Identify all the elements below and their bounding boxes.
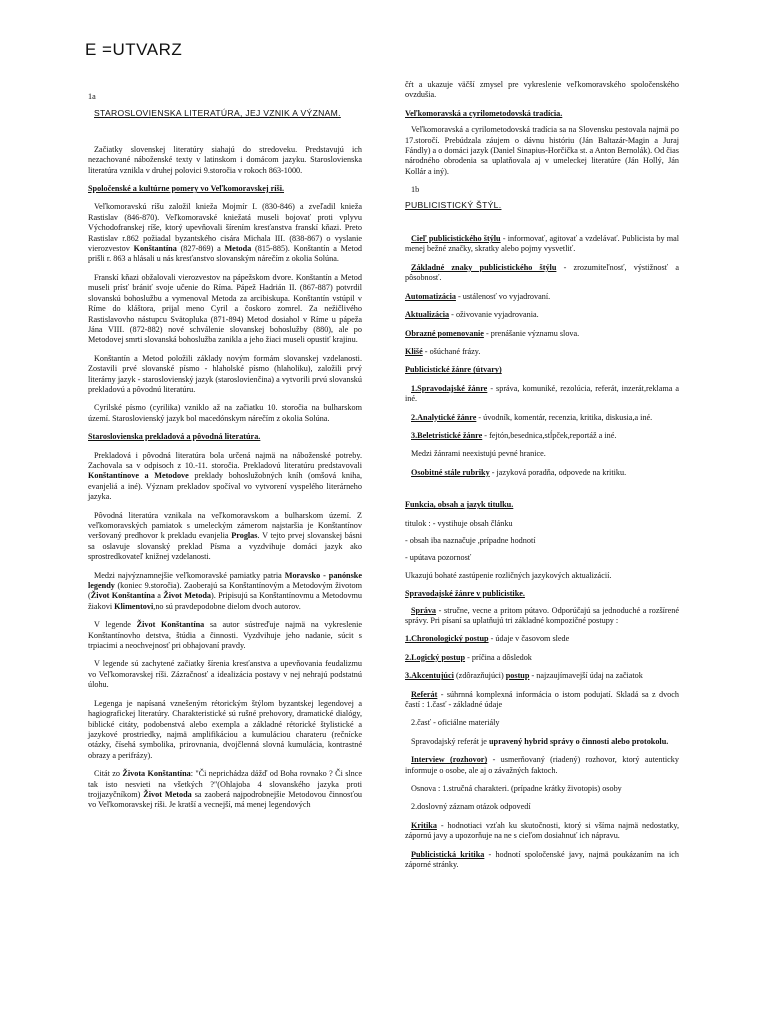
paragraph [405, 431, 679, 441]
page-title: E =UTVARZ [85, 40, 183, 59]
paragraph [88, 571, 362, 613]
term: 1.Spravodajské žánre [411, 383, 488, 393]
paragraph: Franskí kňazi obžalovali vierozvestov na pápežskom dvore. Konštantín a Metod museli prísť brániť svoje učenie do Ríma. Pápež Hadrián II. (867-887) potvrdil slovanskú bohoslužbu a vymenoval Metoda za arcibiskupa. Konštantín vstúpil v Ríme do kláštora, prijal meno Cyril a čoskoro zomrel. Za nežičlivého Rastislavovho nástupcu Svätopluka (871-894) Metod dosiahol v Ríme u pápeža Jána VIII. (872-882) nové schválenie slovanskej bohoslužby (880), ale po Metodovej smrti slovanská bohoslužba zanikla a jeho žiaci museli opustiť krajinu. [88, 272, 362, 345]
paragraph [88, 202, 362, 264]
text: (827-869) a [180, 244, 221, 254]
paragraph [88, 511, 362, 563]
text: - prenášanie významu slova. [485, 328, 580, 338]
term: Automatizácia [405, 291, 456, 301]
term: Aktualizácia [405, 310, 450, 320]
text: - stručne, vecne a pritom pútavo. Odporúčajú sa jednoduché a rozšírené správy. Pri písaní sa uplatňujú tri základné kompozičné postupy : [405, 605, 679, 625]
paragraph [405, 413, 679, 423]
text: - informovať, agitovať a vzdelávať. Publicista by mal menej bežné značky, skratky alebo pojmy vysvetliť. [405, 234, 679, 254]
text: - ošúchané frázy. [424, 346, 481, 356]
emphasis: upravený hybrid správy o činnosti alebo protokolu. [488, 736, 669, 746]
paragraph [405, 329, 679, 339]
term: Osobitné stále rubriky [411, 467, 490, 477]
paragraph [405, 263, 679, 284]
paragraph [405, 850, 679, 871]
emphasis: Metoda [224, 244, 252, 254]
paragraph [405, 234, 679, 255]
text: Citát zo [94, 769, 121, 779]
paragraph: čŕt a ukazuje väčší zmysel pre vykreslenie veľkomoravského spoločenského ovzdušia. [405, 80, 679, 100]
right-column [405, 80, 679, 871]
text: ). Pripisujú sa Konštantínovmu a Metodovmu žiakovi [88, 591, 363, 611]
paragraph [88, 451, 362, 503]
paragraph [405, 310, 679, 320]
text: - hodnotí spoločenské javy, najmä poukázaním na ich záporné stránky. [405, 849, 680, 870]
text: Pôvodná literatúra vznikala na veľkomoravskom a bulharskom území. Z veľkomoravských pamiatok s umeleckým zámerom najstaršia je Konštantínov veršovaný predhovor k prekladu evanjelia [88, 510, 362, 541]
term: 3.Beletristické žánre [411, 430, 483, 440]
text: V legende [94, 620, 131, 630]
text: - usmerňovaný (riadený) rozhovor, ktorý autenticky informuje o osobe, ale aj o závažných faktoch. [405, 755, 679, 775]
paragraph: Cyrilské písmo (cyrilika) vzniklo až na začiatku 10. storočia na bulharskom území. Staroslovienský jazyk bol macedónskym nárečím z okolia Solúna. [88, 403, 362, 423]
section-heading: STAROSLOVIENSKA LITERATÚRA, JEJ VZNIK A VÝZNAM. [94, 108, 341, 119]
paragraph [405, 653, 679, 663]
text: - súhrnná komplexná informácia o istom podujatí. Skladá sa z dvoch častí : 1.časť - základné údaje [405, 689, 679, 710]
term: 2.Logický postup [405, 652, 466, 662]
paragraph [88, 620, 362, 651]
subheading: Funkcia, obsah a jazyk titulku. [405, 500, 514, 510]
text: - príčina a dôsledok [467, 652, 532, 662]
text: - zrozumiteľnosť, výstižnosť a pôsobnosť. [405, 262, 680, 283]
list-item: - obsah iba naznačuje ,prípadne hodnotí [405, 535, 536, 545]
text: ,no sú pravdepodobne dielom dvoch autorov. [153, 601, 301, 611]
text: - údaje v časovom slede [490, 634, 570, 644]
term: 2.Analytické žánre [411, 412, 477, 422]
text: Medzi najvýznamnejšie veľkomoravské pamiatky patria [94, 570, 282, 580]
emphasis: Proglas [231, 531, 258, 541]
paragraph: Ukazujú bohaté zastúpenie rozličných jazykových aktualizácií. [405, 570, 612, 580]
emphasis: Života Konštantína [122, 769, 191, 779]
emphasis: Život Metoda [143, 789, 192, 799]
section-heading: PUBLICISTICKÝ ŠTÝL. [405, 199, 502, 210]
subheading: Spravodajské žánre v publicistike. [405, 589, 525, 599]
subheading: Publicistické žánre (útvary) [405, 365, 502, 375]
subheading: Veľkomoravská a cyrilometodovská tradícia. [405, 108, 563, 118]
text: - fejtón,besednica,stĺpček,reportáž a iné. [484, 430, 617, 440]
emphasis: Klimentovi [114, 601, 154, 611]
paragraph: Medzi žánrami neexistujú pevné hranice. [411, 449, 546, 459]
text: sa zaoberá najpodrobnejšie Metodovou činnosťou vo Veľkomoravskej ríši. Je kratší a vecnejší, má menej legendových [88, 789, 363, 810]
paragraph [405, 384, 679, 405]
emphasis: Život Konštantína [136, 620, 205, 630]
term: Správa [411, 605, 437, 615]
emphasis: Konštantínove a Metodove [88, 471, 189, 481]
emphasis: Konštantína [133, 244, 177, 254]
term: Interview (rozhovor) [411, 755, 488, 765]
text: Prekladová i pôvodná literatúra bola určená najmä na náboženské potreby. Zachovala sa v odpisoch z 10.-11. storočia. Prekladovú literatúru predstavovali [88, 450, 362, 470]
term: postup [505, 671, 530, 681]
text: - správa, komuniké, rezolúcia, referát, inzerát,reklama a iné. [405, 383, 680, 404]
text: (815-885). Konštantín a Metod prišli r. 863 a hlásali u nás kresťanstvo slovanským nárečím z okolia Solúna. [88, 244, 363, 264]
paragraph [405, 737, 679, 747]
term: Obrazné pomenovanie [405, 328, 484, 338]
paragraph [88, 769, 362, 811]
paragraph [405, 468, 679, 478]
term: Kritika [411, 820, 437, 830]
term: Publicistická kritika [411, 849, 485, 859]
paragraph [405, 690, 679, 711]
text: preklady bohoslužobných kníh (omšová kniha, evanjeliá a iné). Význam prekladov spočíval vo vytvorení vyspelého literárneho jazyka. [88, 471, 363, 502]
text: - najzaujímavejší údaj na začiatok [531, 671, 643, 681]
list-item: - upútava pozornosť [405, 553, 472, 563]
paragraph [405, 821, 679, 842]
text: Spravodajský referát je [411, 736, 487, 746]
emphasis: Život Metoda [163, 591, 212, 601]
paragraph [405, 755, 679, 776]
paragraph: Konštantín a Metod položili základy novým formám slovanskej vzdelanosti. Zostavili prvé slovanské písmo - hlaholské písmo (hlaholiku), založili prvý literárny jazyk - staroslovienský jazyk (staroslovienčina) a vytvorili prvú slovanskú prekladovú a pôvodnú literatúru. [88, 353, 362, 394]
text: (zdôrazňujúci) [455, 671, 504, 681]
term: Cieľ publicistického štýlu [411, 234, 501, 244]
paragraph: Legenga je napísaná vznešeným rétorickým štýlom byzantskej legendovej a hagiografickej literatúry. Charakteristické sú rušné prehovory, dramatické dialógy, biblické citáty, podobenstvá alebo exempla a základné rétorické štylistické a jazykové prostriedky, najmä amplifikáciou a kumuláciou charateru (rečnícke otázky, čísehá symbolika, prirovnania, dvojčlenná slovná kumulácia, kontrastné obrazy a perifrázy). [88, 698, 362, 760]
text: a [157, 591, 161, 601]
paragraph: 2.časť - oficiálne materiály [411, 718, 500, 728]
paragraph: V legende sú zachytené začiatky šírenia kresťanstva a upevňovania feudalizmu vo Veľkomoravskej ríši. Zázračnosť a idealizácia postavy v nej nehrajú podstatnú úlohu. [88, 659, 362, 690]
text: : "Či neprichádza dážď od Boha rovnako ? Či slnce tak isto nesvieti na všetkých ?"(Ohlajoba 4 slovanského jazyka proti trojjazyčníkom) [88, 769, 363, 799]
section-number: 1b [411, 185, 420, 195]
paragraph: Veľkomoravská a cyrilometodovská tradícia sa na Slovensku pestovala najmä po 17.storočí. Prebúdzala záujem o dávnu históriu (Ján Baltazár-Magin a Juraj Fándly) a o domáci jazyk (Daniel Sinapius-Horčička st. a Anton Bernolák). Od čias národného obrodenia sa uplatňovala aj v umeleckej literatúre (Ján Hollý, Ján Kollár a iný). [405, 125, 679, 176]
paragraph: 2.doslovný záznam otázok odpovedí [411, 802, 531, 812]
left-column [88, 92, 362, 811]
paragraph [405, 347, 679, 357]
paragraph: Osnova : 1.stručná charakteri. (prípadne krátky životopis) osoby [411, 784, 622, 794]
term: Základné znaky publicistického štýlu [411, 262, 557, 272]
emphasis: Moravsko - panónske legendy [88, 570, 362, 591]
paragraph [405, 606, 679, 627]
term: Referát [411, 689, 438, 699]
text: - úvodník, komentár, recenzia, kritika, diskusia,a iné. [478, 412, 653, 422]
text: - ustálenosť vo vyjadrovaní. [457, 291, 551, 301]
term: 1.Chronologický postup [405, 634, 489, 644]
term: Klišé [405, 346, 423, 356]
paragraph: Začiatky slovenskej literatúry siahajú do stredoveku. Predstavujú ich nezachované náboženské texty v latinskom i domácom jazyku. Staroslovienska literatúra vznikla v druhej polovici 9.storočia v rokoch 863-1000. [88, 144, 362, 175]
subheading: Staroslovienska prekladová a pôvodná literatúra. [88, 432, 261, 442]
paragraph [405, 634, 679, 644]
term: 3.Akcentujúci [405, 671, 454, 681]
text: - jazyková poradňa, odpovede na kritiku. [491, 467, 627, 477]
text: - oživovanie vyjadrovania. [451, 310, 539, 320]
section-number: 1a [88, 92, 96, 101]
text: (koniec 9.storočia). Zaoberajú sa Konštantínovým a Metodovým životom ( [88, 581, 363, 601]
paragraph [405, 671, 679, 681]
list-item: titulok : - vystihuje obsah článku [405, 518, 513, 528]
text: sa autor sústreďuje najmä na vykreslenie Konštantínovho detstva, štúdia a činnosti. Vyzdvihuje jeho nadanie, súcit s trpiacimi a neochvejnosť pri obhajovaní pravdy. [88, 620, 363, 651]
text: - hodnotiaci vzťah ku skutočnosti, ktorý si všíma najmä nedostatky, zápornú javy a upozorňuje na ne s cieľom dosiahnuť ich nápravu. [405, 820, 679, 841]
paragraph [405, 292, 679, 302]
emphasis: Život Konštantína [90, 591, 155, 601]
text: . V tejto prvej slovanskej básni sa oslavuje slovanský preklad Písma a vyzdvihuje domáci jazyk ako sprostredkovateľ knižnej vzdelanosti. [88, 531, 362, 562]
text: Veľkomoravskú ríšu založil knieža Mojmír I. (830-846) a zveľadil knieža Rastislav (846-870). Veľkomoravské kniežatá museli bojovať proti vplyvu Východofranskej ríše, ktorý upevňovali šírením kresťanstva franskí kňazi. Preto Rastislav r.862 požiadal byzantského cisára Michala III. (838-867) o vyslanie vierozvestov [88, 202, 362, 254]
subheading: Spoločenské a kultúrne pomery vo Veľkomoravskej ríši. [88, 184, 285, 194]
